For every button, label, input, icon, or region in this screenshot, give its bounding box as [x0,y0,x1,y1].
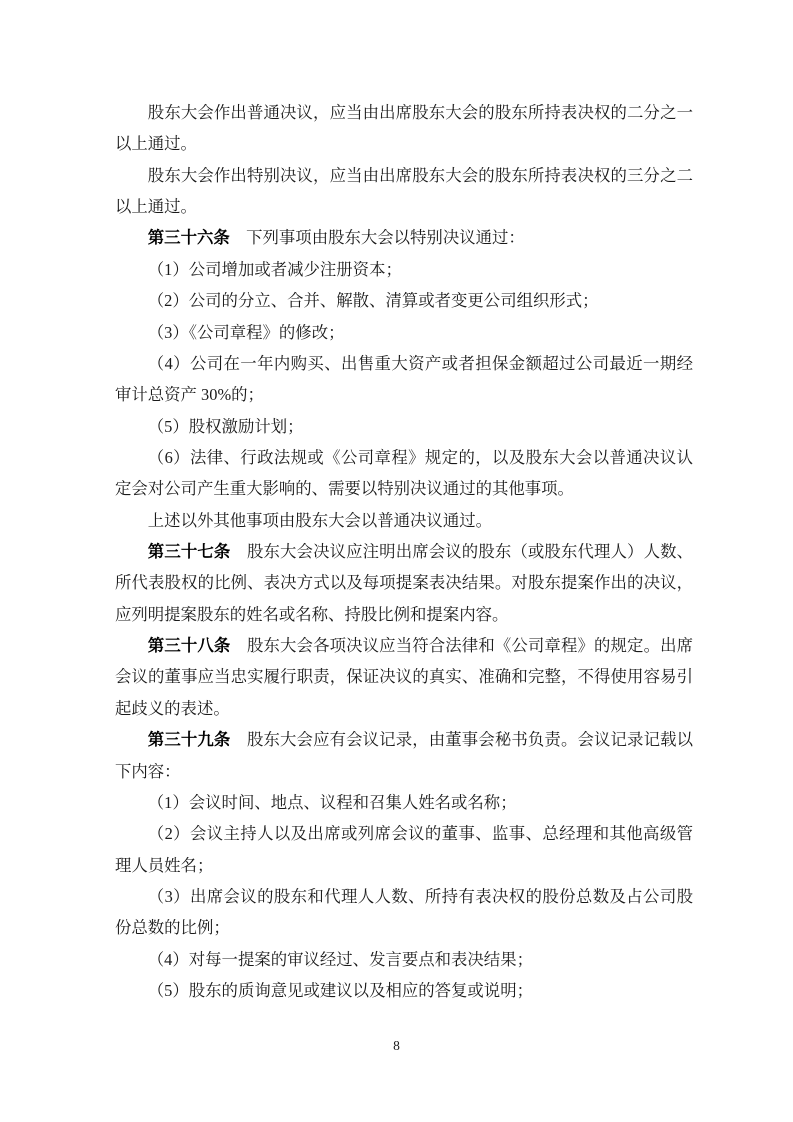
paragraph-text: （6）法律、行政法规或《公司章程》规定的，以及股东大会以普通决议认定会对公司产生重大影响的、需要以特别决议通过的其他事项。 [115,447,693,499]
paragraph-text: （3）《公司章程》的修改； [147,322,345,342]
document-paragraph-5 [115,285,693,316]
paragraph-text: （4）对每一提案的审议经过、发言要点和表决结果； [147,949,533,969]
document-paragraph-1 [115,97,693,160]
paragraph-text: 下列事项由股东大会以特别决议通过： [229,228,525,248]
document-paragraph-14 [115,787,693,818]
article-number-bold: 第三十六条 [147,228,230,248]
document-paragraph-16 [115,881,693,944]
document-paragraph-13 [115,724,693,787]
page-number: 8 [393,1038,400,1053]
paragraph-text: （1）公司增加或者减少注册资本； [147,259,402,279]
paragraph-text: 股东大会决议应注明出席会议的股东（或股东代理人）人数、所代表股权的比例、表决方式以及每项提案表决结果。对股东提案作出的决议，应列明提案股东的姓名或名称、持股比例和提案内容。 [115,542,694,624]
document-paragraph-9 [115,442,693,505]
paragraph-text: 上述以外其他事项由股东大会以普通决议通过。 [147,510,492,530]
paragraph-text: （5）股权激励计划； [147,416,304,436]
document-paragraph-10 [115,505,693,536]
article-number-bold: 第三十七条 [147,542,231,562]
paragraph-text: （5）股东的质询意见或建议以及相应的答复或说明； [147,981,533,1001]
paragraph-text: 股东大会作出普通决议，应当由出席股东大会的股东所持表决权的二分之一以上通过。 [115,103,693,154]
document-paragraph-18 [115,975,693,1006]
paragraph-text: 股东大会作出特别决议，应当由出席股东大会的股东所持表决权的三分之二以上通过。 [115,165,693,217]
article-number-bold: 第三十八条 [147,636,231,656]
document-paragraph-2 [115,160,693,223]
document-paragraph-8 [115,411,693,442]
document-paragraph-15 [115,818,693,881]
paragraph-text: 股东大会各项决议应当符合法律和《公司章程》的规定。出席会议的董事应当忠实履行职责，保证决议的真实、准确和完整，不得使用容易引起歧义的表述。 [115,636,694,718]
paragraph-text: （4）公司在一年内购买、出售重大资产或者担保金额超过公司最近一期经审计总资产 30%的； [115,353,693,405]
paragraph-text: 股东大会应有会议记录，由董事会秘书负责。会议记录记载以下内容： [115,730,694,781]
document-body [115,97,693,1006]
paragraph-text: （2）公司的分立、合并、解散、清算或者变更公司组织形式； [147,291,599,311]
document-paragraph-6 [115,317,693,348]
document-paragraph-17 [115,944,693,975]
document-paragraph-3 [115,222,693,253]
document-paragraph-7 [115,348,693,411]
document-paragraph-12 [115,630,693,724]
paragraph-text: （3）出席会议的股东和代理人人数、所持有表决权的股份总数及占公司股份总数的比例； [115,886,693,938]
paragraph-text: （2）会议主持人以及出席或列席会议的董事、监事、总经理和其他高级管理人员姓名； [115,824,693,875]
document-paragraph-11 [115,536,693,630]
paragraph-text: （1）会议时间、地点、议程和召集人姓名或名称； [147,792,517,812]
article-number-bold: 第三十九条 [147,730,231,750]
document-paragraph-4 [115,254,693,285]
